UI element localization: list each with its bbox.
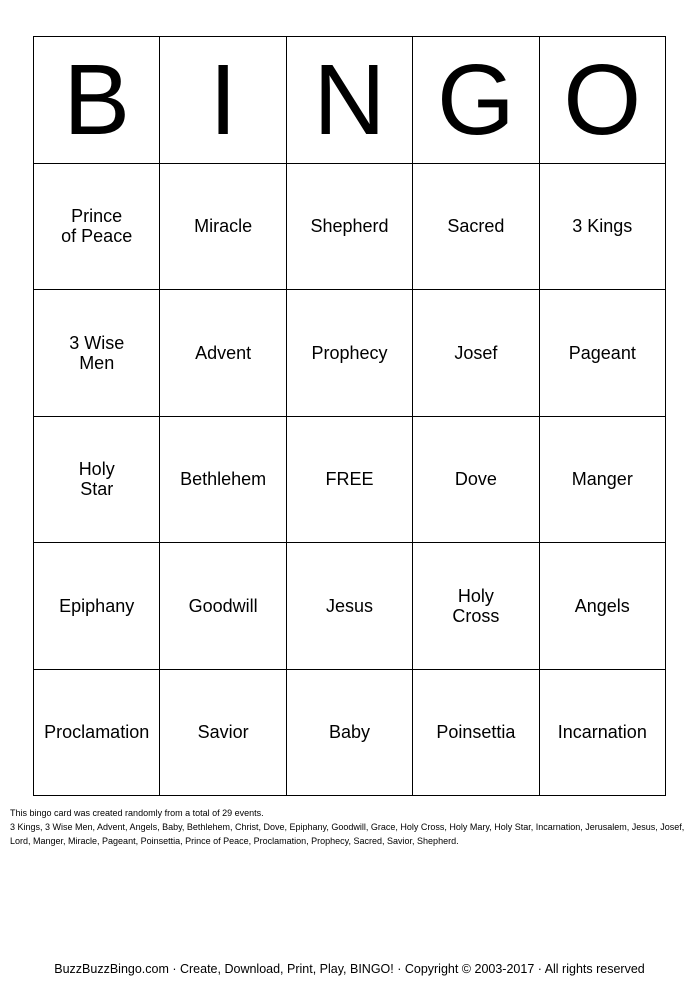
bingo-cell-r2-c5: Pageant (540, 290, 666, 417)
bingo-cell-r1-c4: Sacred (413, 164, 539, 291)
bingo-cell-r5-c4: Poinsettia (413, 670, 539, 797)
header-letter-o: O (540, 37, 666, 164)
bingo-cell-r2-c1: 3 Wise Men (34, 290, 160, 417)
bingo-cell-r3-c2: Bethlehem (160, 417, 286, 544)
bingo-cell-r4-c2: Goodwill (160, 543, 286, 670)
free-space-cell: FREE (287, 417, 413, 544)
header-letter-i: I (160, 37, 286, 164)
bingo-cell-r2-c2: Advent (160, 290, 286, 417)
bingo-cell-r1-c2: Miracle (160, 164, 286, 291)
footnote-word-list: 3 Kings, 3 Wise Men, Advent, Angels, Baby, Bethlehem, Christ, Dove, Epiphany, Goodwill, Grace, Holy Cross, Holy Mary, Holy Star, Incarnation, Jerusalem, Jesus, Josef, Lord, Manger, Miracle, Pageant, Poinsettia, Prince of Peace, Proclamation, Prophecy, Sacred, Savior, Shepherd. (10, 822, 685, 846)
card-footnote (10, 806, 690, 848)
header-letter-n: N (287, 37, 413, 164)
bingo-cell-r4-c1: Epiphany (34, 543, 160, 670)
bingo-cell-r1-c3: Shepherd (287, 164, 413, 291)
header-letter-b: B (34, 37, 160, 164)
bingo-cell-r3-c5: Manger (540, 417, 666, 544)
bingo-cell-r5-c2: Savior (160, 670, 286, 797)
bingo-cell-r3-c4: Dove (413, 417, 539, 544)
bingo-cell-r2-c3: Prophecy (287, 290, 413, 417)
bingo-cell-r4-c5: Angels (540, 543, 666, 670)
footnote-summary: This bingo card was created randomly from a total of 29 events. (10, 808, 264, 818)
bingo-cell-r4-c3: Jesus (287, 543, 413, 670)
header-letter-g: G (413, 37, 539, 164)
bingo-cell-r2-c4: Josef (413, 290, 539, 417)
bingo-cell-r3-c1: Holy Star (34, 417, 160, 544)
bingo-cell-r1-c5: 3 Kings (540, 164, 666, 291)
bingo-cell-r4-c4: Holy Cross (413, 543, 539, 670)
bingo-cell-r5-c3: Baby (287, 670, 413, 797)
bingo-cell-r1-c1: Prince of Peace (34, 164, 160, 291)
bingo-cell-r5-c1: Proclamation (34, 670, 160, 797)
bingo-card (33, 36, 666, 796)
page-footer: BuzzBuzzBingo.com · Create, Download, Print, Play, BINGO! · Copyright © 2003-2017 · All rights reserved (54, 962, 645, 976)
bingo-cell-r5-c5: Incarnation (540, 670, 666, 797)
